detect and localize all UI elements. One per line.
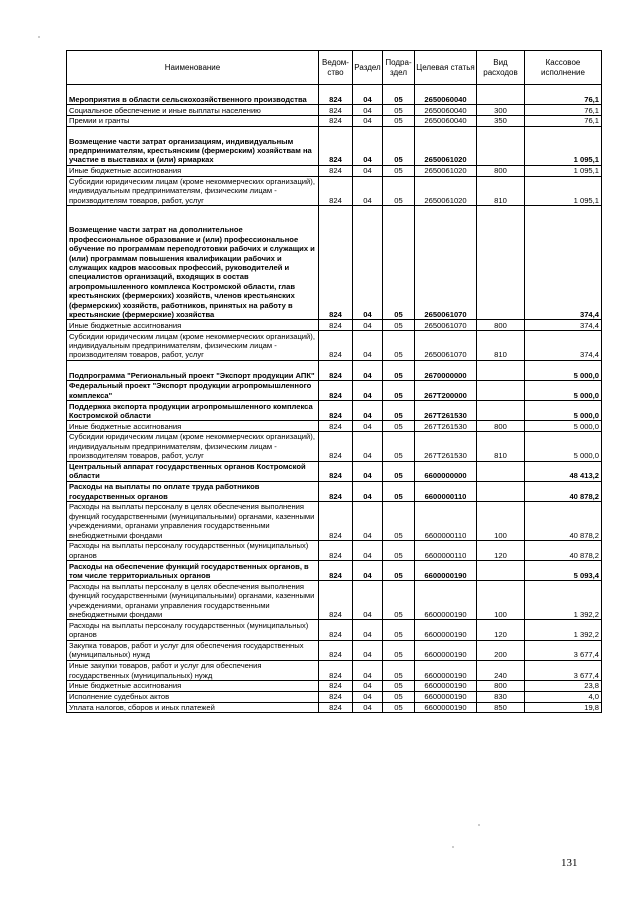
cell-podrazdel: 05 [383, 432, 415, 462]
cell-podrazdel: 05 [383, 165, 415, 176]
budget-table-sheet [66, 50, 601, 713]
cell-celevaya-statya: 6600000190 [415, 620, 477, 640]
table-row [67, 620, 602, 640]
cell-celevaya-statya: 6600000110 [415, 481, 477, 501]
cell-celevaya-statya: 6600000110 [415, 541, 477, 561]
table-row [67, 502, 602, 541]
cell-razdel: 04 [353, 421, 383, 432]
cell-podrazdel: 05 [383, 640, 415, 660]
budget-table [66, 50, 602, 713]
table-row [67, 176, 602, 206]
header-kassovoe-ispolnenie: Кассовое исполнение [525, 51, 602, 85]
cell-vid-rashodov [477, 561, 525, 581]
table-row [67, 481, 602, 501]
cell-vedomstvo: 824 [319, 421, 353, 432]
cell-razdel: 04 [353, 640, 383, 660]
cell-podrazdel: 05 [383, 620, 415, 640]
cell-name: Иные бюджетные ассигнования [67, 320, 319, 331]
cell-kassovoe-ispolnenie: 1 392,2 [525, 581, 602, 620]
cell-razdel: 04 [353, 681, 383, 692]
cell-vid-rashodov: 810 [477, 176, 525, 206]
cell-vedomstvo: 824 [319, 320, 353, 331]
table-row [67, 691, 602, 702]
cell-kassovoe-ispolnenie: 40 878,2 [525, 481, 602, 501]
cell-kassovoe-ispolnenie: 40 878,2 [525, 541, 602, 561]
cell-razdel: 04 [353, 502, 383, 541]
cell-podrazdel: 05 [383, 461, 415, 481]
cell-vedomstvo: 824 [319, 206, 353, 320]
cell-name: Подпрограмма "Региональный проект "Экспорт продукции АПК" [67, 360, 319, 380]
cell-podrazdel: 05 [383, 176, 415, 206]
cell-celevaya-statya: 6600000190 [415, 702, 477, 713]
cell-celevaya-statya: 2670000000 [415, 360, 477, 380]
cell-kassovoe-ispolnenie: 5 000,0 [525, 432, 602, 462]
cell-celevaya-statya: 6600000110 [415, 502, 477, 541]
cell-podrazdel: 05 [383, 481, 415, 501]
cell-razdel: 04 [353, 176, 383, 206]
page-number: 131 [561, 857, 578, 869]
cell-name: Иные бюджетные ассигнования [67, 165, 319, 176]
cell-razdel: 04 [353, 461, 383, 481]
cell-vid-rashodov [477, 126, 525, 165]
cell-vedomstvo: 824 [319, 85, 353, 105]
header-name: Наименование [67, 51, 319, 85]
cell-vedomstvo: 824 [319, 502, 353, 541]
cell-kassovoe-ispolnenie: 48 413,2 [525, 461, 602, 481]
cell-name: Субсидии юридическим лицам (кроме некоммерческих организаций), индивидуальным предпринимателям, физическим лицам - производителям товаров, работ, услуг [67, 331, 319, 361]
cell-kassovoe-ispolnenie: 23,8 [525, 681, 602, 692]
cell-celevaya-statya: 6600000190 [415, 681, 477, 692]
cell-razdel: 04 [353, 561, 383, 581]
cell-kassovoe-ispolnenie: 5 093,4 [525, 561, 602, 581]
cell-podrazdel: 05 [383, 541, 415, 561]
table-row [67, 660, 602, 680]
cell-vid-rashodov [477, 481, 525, 501]
cell-vedomstvo: 824 [319, 481, 353, 501]
cell-vid-rashodov [477, 380, 525, 400]
cell-kassovoe-ispolnenie: 1 095,1 [525, 165, 602, 176]
cell-celevaya-statya: 6600000190 [415, 561, 477, 581]
table-row [67, 681, 602, 692]
cell-vedomstvo: 824 [319, 581, 353, 620]
cell-name: Уплата налогов, сборов и иных платежей [67, 702, 319, 713]
cell-razdel: 04 [353, 620, 383, 640]
cell-vid-rashodov: 800 [477, 421, 525, 432]
cell-razdel: 04 [353, 401, 383, 421]
cell-razdel: 04 [353, 320, 383, 331]
cell-podrazdel: 05 [383, 85, 415, 105]
cell-vid-rashodov: 350 [477, 115, 525, 126]
cell-vedomstvo: 824 [319, 165, 353, 176]
header-razdel: Раздел [353, 51, 383, 85]
cell-vid-rashodov [477, 461, 525, 481]
cell-celevaya-statya: 6600000190 [415, 581, 477, 620]
cell-vedomstvo: 824 [319, 105, 353, 116]
cell-podrazdel: 05 [383, 380, 415, 400]
cell-celevaya-statya: 2650060040 [415, 85, 477, 105]
table-row [67, 380, 602, 400]
cell-razdel: 04 [353, 115, 383, 126]
cell-celevaya-statya: 2650060040 [415, 105, 477, 116]
cell-celevaya-statya: 267T200000 [415, 380, 477, 400]
table-row [67, 105, 602, 116]
cell-vedomstvo: 824 [319, 691, 353, 702]
cell-vid-rashodov: 830 [477, 691, 525, 702]
cell-vid-rashodov: 810 [477, 331, 525, 361]
cell-kassovoe-ispolnenie: 19,8 [525, 702, 602, 713]
table-row [67, 320, 602, 331]
cell-razdel: 04 [353, 126, 383, 165]
table-row [67, 165, 602, 176]
table-row [67, 85, 602, 105]
cell-razdel: 04 [353, 85, 383, 105]
cell-name: Иные бюджетные ассигнования [67, 681, 319, 692]
cell-kassovoe-ispolnenie: 1 095,1 [525, 176, 602, 206]
cell-kassovoe-ispolnenie: 5 000,0 [525, 360, 602, 380]
cell-name: Социальное обеспечение и иные выплаты населению [67, 105, 319, 116]
cell-name: Расходы на обеспечение функций государственных органов, в том числе территориальных органов [67, 561, 319, 581]
cell-name: Расходы на выплаты персоналу государственных (муниципальных) органов [67, 620, 319, 640]
scan-speck [452, 846, 454, 848]
cell-vid-rashodov: 300 [477, 105, 525, 116]
cell-vid-rashodov: 120 [477, 620, 525, 640]
cell-kassovoe-ispolnenie: 374,4 [525, 320, 602, 331]
cell-kassovoe-ispolnenie: 374,4 [525, 331, 602, 361]
cell-vedomstvo: 824 [319, 380, 353, 400]
cell-podrazdel: 05 [383, 702, 415, 713]
cell-vid-rashodov [477, 360, 525, 380]
cell-vedomstvo: 824 [319, 702, 353, 713]
cell-vedomstvo: 824 [319, 331, 353, 361]
cell-name: Субсидии юридическим лицам (кроме некоммерческих организаций), индивидуальным предпринимателям, физическим лицам - производителям товаров, работ, услуг [67, 176, 319, 206]
header-vedomstvo: Ведом-ство [319, 51, 353, 85]
cell-kassovoe-ispolnenie: 5 000,0 [525, 401, 602, 421]
cell-razdel: 04 [353, 481, 383, 501]
table-row [67, 581, 602, 620]
table-row [67, 702, 602, 713]
cell-kassovoe-ispolnenie: 76,1 [525, 105, 602, 116]
cell-vid-rashodov: 850 [477, 702, 525, 713]
cell-celevaya-statya: 267T261530 [415, 401, 477, 421]
cell-name: Центральный аппарат государственных органов Костромской области [67, 461, 319, 481]
cell-kassovoe-ispolnenie: 5 000,0 [525, 380, 602, 400]
cell-celevaya-statya: 6600000190 [415, 691, 477, 702]
cell-vid-rashodov: 800 [477, 165, 525, 176]
cell-vedomstvo: 824 [319, 561, 353, 581]
cell-vedomstvo: 824 [319, 541, 353, 561]
cell-name: Расходы на выплаты по оплате труда работников государственных органов [67, 481, 319, 501]
cell-razdel: 04 [353, 541, 383, 561]
table-row [67, 206, 602, 320]
cell-podrazdel: 05 [383, 561, 415, 581]
cell-razdel: 04 [353, 331, 383, 361]
cell-name: Поддержка экспорта продукции агропромышленного комплекса Костромской области [67, 401, 319, 421]
cell-vid-rashodov: 100 [477, 502, 525, 541]
cell-celevaya-statya: 2650061020 [415, 176, 477, 206]
cell-podrazdel: 05 [383, 681, 415, 692]
table-row [67, 640, 602, 660]
cell-celevaya-statya: 267T261530 [415, 432, 477, 462]
cell-podrazdel: 05 [383, 502, 415, 541]
cell-name: Мероприятия в области сельскохозяйственного производства [67, 85, 319, 105]
cell-name: Возмещение части затрат на дополнительное профессиональное образование и (или) профессиональное обучение по программам переподготовки рабочих и служащих и (или) программам повышения квалификации рабочих и служащих кадров массовых профессий, руководителей и специалистов организаций, входящих в состав агропромышленного комплекса Костромской области, глав крестьянских (фермерских) хозяйств, членов крестьянских (фермерских) хозяйств, работников, принятых на работу в крестьянские (фермерские) хозяйства [67, 206, 319, 320]
scan-speck [478, 824, 480, 826]
cell-podrazdel: 05 [383, 115, 415, 126]
table-header-row [67, 51, 602, 85]
table-row [67, 331, 602, 361]
cell-podrazdel: 05 [383, 320, 415, 331]
cell-celevaya-statya: 2650061070 [415, 206, 477, 320]
cell-vedomstvo: 824 [319, 461, 353, 481]
cell-kassovoe-ispolnenie: 374,4 [525, 206, 602, 320]
cell-vedomstvo: 824 [319, 126, 353, 165]
cell-name: Расходы на выплаты персоналу государственных (муниципальных) органов [67, 541, 319, 561]
table-row [67, 421, 602, 432]
cell-razdel: 04 [353, 165, 383, 176]
cell-kassovoe-ispolnenie: 1 095,1 [525, 126, 602, 165]
cell-razdel: 04 [353, 206, 383, 320]
cell-vedomstvo: 824 [319, 660, 353, 680]
cell-name: Исполнение судебных актов [67, 691, 319, 702]
cell-celevaya-statya: 267T261530 [415, 421, 477, 432]
cell-celevaya-statya: 2650061070 [415, 331, 477, 361]
cell-kassovoe-ispolnenie: 3 677,4 [525, 640, 602, 660]
cell-celevaya-statya: 6600000190 [415, 640, 477, 660]
cell-celevaya-statya: 2650061020 [415, 165, 477, 176]
cell-name: Расходы на выплаты персоналу в целях обеспечения выполнения функций государственными (муниципальными) органами, казенными учреждениями, органами управления государственными внебюджетными фондами [67, 581, 319, 620]
cell-razdel: 04 [353, 691, 383, 702]
cell-kassovoe-ispolnenie: 40 878,2 [525, 502, 602, 541]
cell-vid-rashodov: 120 [477, 541, 525, 561]
cell-vid-rashodov [477, 206, 525, 320]
cell-podrazdel: 05 [383, 206, 415, 320]
cell-vid-rashodov [477, 401, 525, 421]
cell-kassovoe-ispolnenie: 76,1 [525, 115, 602, 126]
cell-name: Закупка товаров, работ и услуг для обеспечения государственных (муниципальных) нужд [67, 640, 319, 660]
cell-podrazdel: 05 [383, 360, 415, 380]
table-row [67, 561, 602, 581]
cell-podrazdel: 05 [383, 126, 415, 165]
cell-name: Возмещение части затрат организациям, индивидуальным предпринимателям, крестьянским (фермерским) хозяйствам на участие в выставках и (или) ярмарках [67, 126, 319, 165]
cell-razdel: 04 [353, 660, 383, 680]
cell-podrazdel: 05 [383, 421, 415, 432]
cell-vid-rashodov: 800 [477, 681, 525, 692]
cell-razdel: 04 [353, 380, 383, 400]
cell-podrazdel: 05 [383, 660, 415, 680]
table-row [67, 126, 602, 165]
cell-celevaya-statya: 6600000000 [415, 461, 477, 481]
cell-podrazdel: 05 [383, 401, 415, 421]
cell-podrazdel: 05 [383, 105, 415, 116]
cell-razdel: 04 [353, 581, 383, 620]
header-podrazdel: Подра-здел [383, 51, 415, 85]
cell-kassovoe-ispolnenie: 3 677,4 [525, 660, 602, 680]
cell-name: Иные закупки товаров, работ и услуг для обеспечения государственных (муниципальных) нужд [67, 660, 319, 680]
cell-celevaya-statya: 2650061070 [415, 320, 477, 331]
cell-podrazdel: 05 [383, 331, 415, 361]
cell-celevaya-statya: 6600000190 [415, 660, 477, 680]
cell-vedomstvo: 824 [319, 360, 353, 380]
cell-vid-rashodov: 200 [477, 640, 525, 660]
table-row [67, 115, 602, 126]
cell-razdel: 04 [353, 105, 383, 116]
cell-vid-rashodov: 240 [477, 660, 525, 680]
table-row [67, 461, 602, 481]
cell-razdel: 04 [353, 702, 383, 713]
cell-vedomstvo: 824 [319, 620, 353, 640]
cell-name: Иные бюджетные ассигнования [67, 421, 319, 432]
table-body [67, 85, 602, 713]
cell-celevaya-statya: 2650061020 [415, 126, 477, 165]
cell-razdel: 04 [353, 360, 383, 380]
cell-vedomstvo: 824 [319, 681, 353, 692]
cell-kassovoe-ispolnenie: 1 392,2 [525, 620, 602, 640]
header-celevaya-statya: Целевая статья [415, 51, 477, 85]
cell-vedomstvo: 824 [319, 432, 353, 462]
cell-kassovoe-ispolnenie: 4,0 [525, 691, 602, 702]
cell-podrazdel: 05 [383, 691, 415, 702]
cell-razdel: 04 [353, 432, 383, 462]
cell-celevaya-statya: 2650060040 [415, 115, 477, 126]
cell-kassovoe-ispolnenie: 76,1 [525, 85, 602, 105]
table-row [67, 432, 602, 462]
table-row [67, 360, 602, 380]
cell-name: Расходы на выплаты персоналу в целях обеспечения выполнения функций государственными (муниципальными) органами, казенными учреждениями, органами управления государственными внебюджетными фондами [67, 502, 319, 541]
cell-kassovoe-ispolnenie: 5 000,0 [525, 421, 602, 432]
scan-speck [38, 36, 40, 38]
cell-vid-rashodov: 810 [477, 432, 525, 462]
cell-vedomstvo: 824 [319, 640, 353, 660]
header-vid-rashodov: Вид расходов [477, 51, 525, 85]
table-row [67, 401, 602, 421]
cell-vedomstvo: 824 [319, 115, 353, 126]
table-row [67, 541, 602, 561]
cell-vid-rashodov: 100 [477, 581, 525, 620]
cell-name: Премии и гранты [67, 115, 319, 126]
cell-name: Федеральный проект "Экспорт продукции агропромышленного комплекса" [67, 380, 319, 400]
cell-podrazdel: 05 [383, 581, 415, 620]
cell-vedomstvo: 824 [319, 176, 353, 206]
cell-vid-rashodov [477, 85, 525, 105]
cell-vedomstvo: 824 [319, 401, 353, 421]
cell-name: Субсидии юридическим лицам (кроме некоммерческих организаций), индивидуальным предпринимателям, физическим лицам - производителям товаров, работ, услуг [67, 432, 319, 462]
cell-vid-rashodov: 800 [477, 320, 525, 331]
